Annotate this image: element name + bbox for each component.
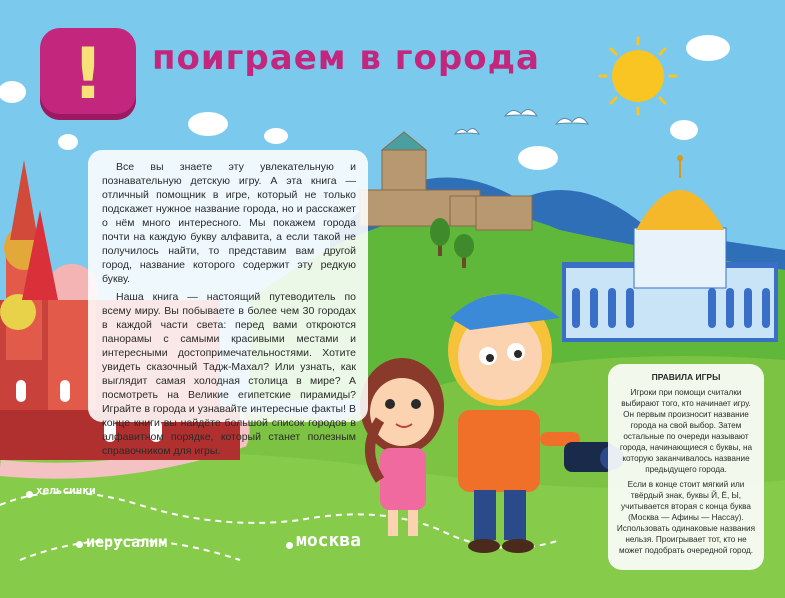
intro-panel [88, 150, 368, 457]
map-dot [76, 541, 83, 548]
map-dot [286, 542, 293, 549]
rules-paragraph-2: Если в конце стоит мягкий или твёрдый знак, буквы Й, Ё, Ы, учитывается вторая с конца буква (Москва — Афины — Нассау). Использовать одинаковые названия нельзя. Проигрывает тот, кто не может подобрать очередной город. [616, 480, 756, 555]
rules-paragraph-1: Игроки при помощи считалки выбирают того, кто начинает игру. Он первым произносит название города на свой выбор. Затем остальные по очереди называют города, начинающиеся с буквы, на которую заканчивалось название предыдущего города. [619, 388, 753, 474]
map-dot [26, 491, 33, 498]
exclamation-symbol: ! [72, 33, 104, 115]
city-label-jerusalem: иерусалим [86, 533, 168, 551]
intro-paragraph-2: Наша книга — настоящий путеводитель по всему миру. Вы побываете в более чем 30 городах в каждой части света: перед вами откроются панорамы с самыми красивыми местами и интересными достопримечательностями. Хотите увидеть сказочный Тадж-Махал? Или узнать, как выглядит самая холодная столица в мире? А посмотреть на Великие египетские пирамиды? Играйте в города и узнавайте интересные факты! В конце книги вы найдёте большой список городов в алфавитном порядке, который станет полезным справочником для игры. [102, 291, 356, 457]
city-label-moscow: москва [296, 530, 362, 551]
city-label-helsinki: хельсинки [36, 484, 96, 497]
rules-panel [608, 364, 764, 570]
exclamation-icon [40, 28, 136, 120]
page-title: поиграем в города [152, 38, 540, 78]
intro-paragraph-1: Все вы знаете эту увлекательную и познавательную детскую игру. А эта книга — отличный помощник в игре, который не только подскажет нужное название города, но и расскажет о нём много интересного. Мы покажем города почти на каждую букву алфавита, а если такой не получилось найти, то представим вам другой город, название которого содержит эту редкую букву. [102, 161, 356, 285]
rules-heading: ПРАВИЛА ИГРЫ [651, 372, 721, 382]
